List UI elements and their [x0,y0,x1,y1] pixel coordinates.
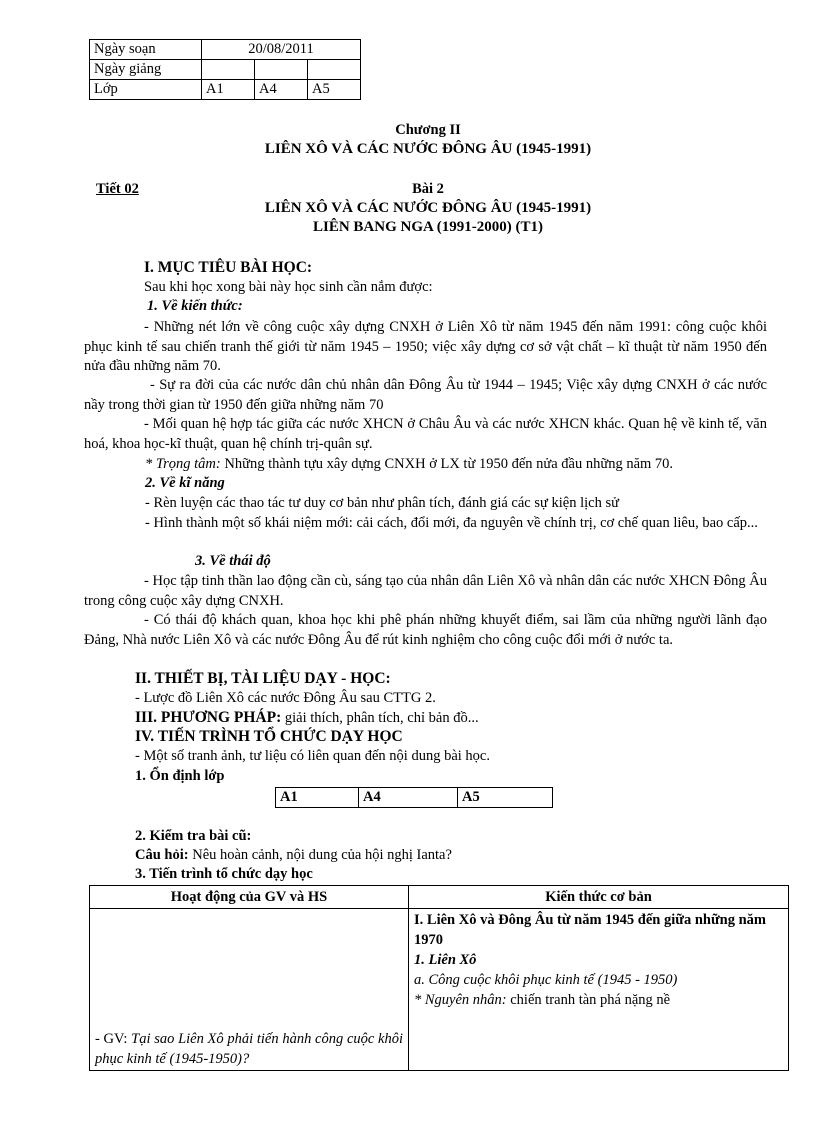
knowledge-item-3: - Mối quan hệ hợp tác giữa các nước XHCN ở Châu Âu và các nước XHCN khác. Quan hệ về kinh tế, văn hoá, khoa học-kĩ thuật, quan hệ chính trị-quân sự. [84,416,767,452]
lesson-title-1: LIÊN XÔ VÀ CÁC NƯỚC ĐÔNG ÂU (1945-1991) [264,200,592,216]
gv-question: Tại sao Liên Xô phải tiến hành công cuộc khôi phục kinh tế (1945-1950)? [95,1031,403,1067]
class-a1: A1 [202,80,255,100]
activity-col2-header: Kiến thức cơ bản [409,886,789,909]
activity-cell-knowledge [409,909,789,1071]
focus-label: * Trọng tâm: [145,456,221,472]
activity-col1-header: Hoạt động của GV và HS [90,886,409,909]
cause-label: * Nguyên nhân: [414,992,507,1008]
class-label: Lớp [90,80,202,100]
attitude-heading: 3. Về thái độ [195,553,271,569]
class-cell-a5: A5 [458,788,553,808]
process-item: - Một số tranh ảnh, tư liệu có liên quan đến nội dung bài học. [135,748,490,764]
methods-heading: III. PHƯƠNG PHÁP: [135,709,282,726]
knowledge-cause [414,990,783,1010]
question-label: Câu hỏi: [135,847,189,863]
activity-cell-gv [90,909,409,1071]
methods-text: giải thích, phân tích, chỉ bản đồ... [284,710,479,726]
attitude-item-1: - Học tập tinh thần lao động cần cù, sáng tạo của nhân dân Liên Xô và nhân dân các nước XHCN Đông Âu trong công cuộc xây dựng CNXH. [84,573,767,609]
process-heading: IV. TIẾN TRÌNH TỔ CHỨC DẠY HỌC [135,728,403,745]
knowledge-heading: 1. Về kiến thức: [147,298,243,314]
focus-line [145,456,673,473]
skills-heading: 2. Về kĩ năng [145,475,225,491]
equipment-heading: II. THIẾT BỊ, TÀI LIỆU DẠY - HỌC: [135,670,391,687]
step-2-heading: 2. Kiểm tra bài cũ: [135,828,252,844]
knowledge-section-heading: I. Liên Xô và Đông Âu từ năm 1945 đến giữa những năm 1970 [414,912,767,948]
objectives-heading: I. MỤC TIÊU BÀI HỌC: [144,259,313,276]
gv-prefix: - GV: [95,1031,128,1047]
lesson-period: Tiết 02 [96,181,139,197]
skills-item-2: - Hình thành một số khái niệm mới: cải cách, đổi mới, đa nguyên về chính trị, cơ chế quan liêu, bao cấp... [145,515,758,531]
question-text: Nêu hoàn cảnh, nội dung của hội nghị Ianta? [192,847,452,863]
methods-line [135,709,479,727]
class-cell-a4: A4 [359,788,458,808]
knowledge-subheading: 1. Liên Xô [414,952,477,968]
class-a5: A5 [308,80,361,100]
chapter-title: LIÊN XÔ VÀ CÁC NƯỚC ĐÔNG ÂU (1945-1991) [264,141,592,157]
lesson-title-2: LIÊN BANG NGA (1991-2000) (T1) [312,219,543,235]
activity-table [89,885,789,1071]
knowledge-item-1: - Những nét lớn về công cuộc xây dựng CNXH ở Liên Xô từ năm 1945 đến năm 1991: công cuộc khôi phục kinh tế sau chiến tranh thế giới từ năm 1945 – 1950; việc xây dựng cơ sở vật chất – kĩ thuật từ năm 1950 đến nửa đầu những năm 70. [84,319,767,374]
step-3-heading: 3. Tiến trình tổ chức dạy học [135,866,313,882]
teach-date-a5 [308,60,361,80]
class-a4: A4 [255,80,308,100]
teach-date-a4 [255,60,308,80]
class-table [275,787,553,808]
question-line [135,847,452,864]
lesson-number: Bài 2 [412,181,444,197]
class-cell-a1: A1 [276,788,359,808]
cause-text: chiến tranh tàn phá nặng nề [510,992,671,1008]
chapter-number: Chương II [395,122,461,138]
prep-date-label: Ngày soạn [90,40,202,60]
objectives-intro: Sau khi học xong bài này học sinh cần nắm được: [144,279,433,295]
focus-text: Những thành tựu xây dựng CNXH ở LX từ 1950 đến nửa đầu những năm 70. [224,456,674,472]
skills-item-1: - Rèn luyện các thao tác tư duy cơ bản như phân tích, đánh giá các sự kiện lịch sử [145,495,619,511]
knowledge-subitem: a. Công cuộc khôi phục kinh tế (1945 - 1950) [414,972,678,988]
teach-date-a1 [202,60,255,80]
prep-date-value: 20/08/2011 [202,40,361,60]
knowledge-item-2: - Sự ra đời của các nước dân chủ nhân dân Đông Âu từ 1944 – 1945; Việc xây dựng CNXH ở các nước nầy trong thời gian từ 1950 đến giữa những năm 70 [84,377,767,413]
equipment-item: - Lược đồ Liên Xô các nước Đông Âu sau CTTG 2. [135,690,436,706]
step-1-heading: 1. Ổn định lớp [135,768,225,784]
meta-table [89,39,361,100]
attitude-item-2: - Có thái độ khách quan, khoa học khi phê phán những khuyết điểm, sai lầm của những người lãnh đạo Đảng, Nhà nước Liên Xô và các nước Đông Âu để rút kinh nghiệm cho công cuộc đổi mới ở nước ta. [84,612,767,648]
teach-date-label: Ngày giảng [90,60,202,80]
